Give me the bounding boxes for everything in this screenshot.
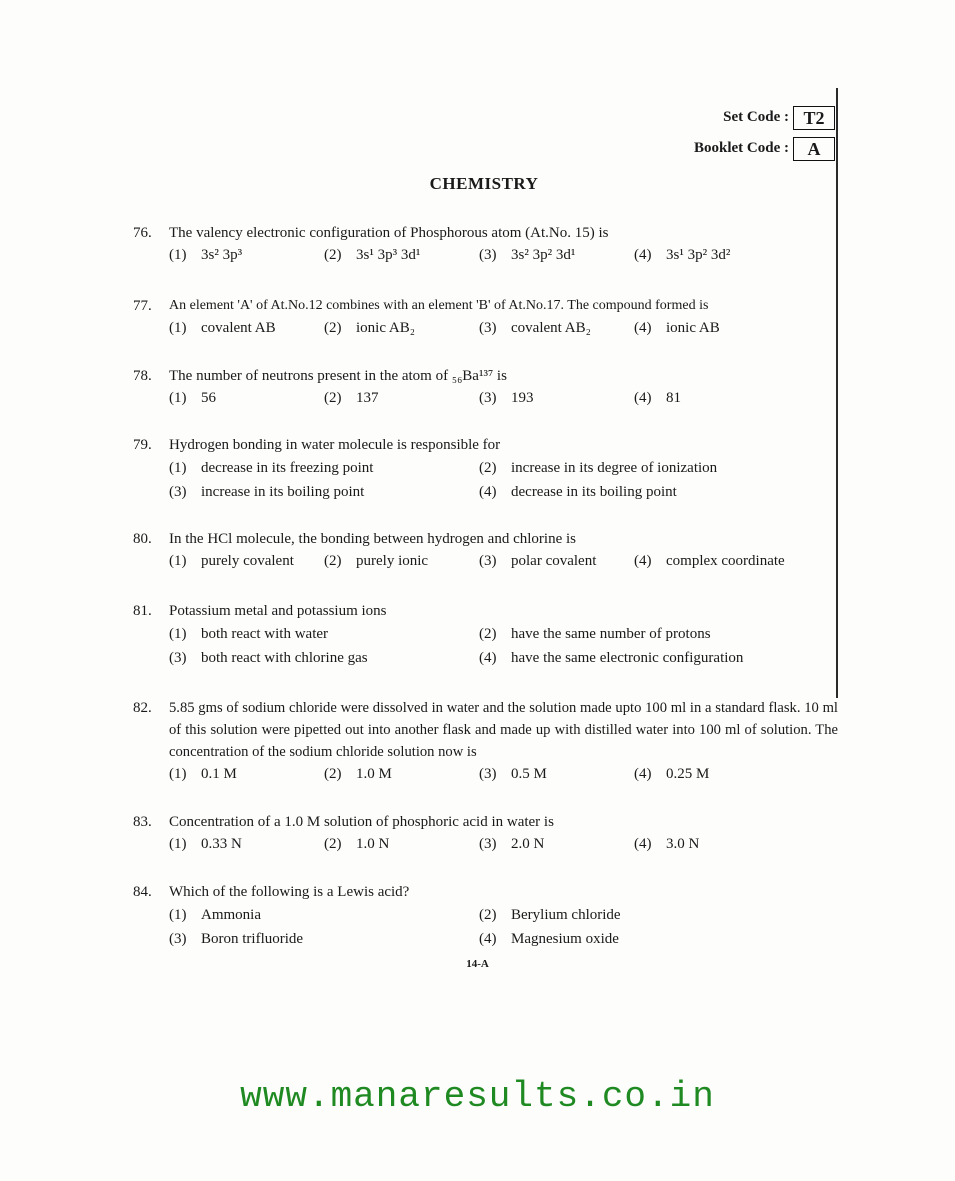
subject-title: CHEMISTRY — [429, 174, 539, 193]
options — [169, 387, 838, 409]
question-text: Which of the following is a Lewis acid? — [169, 884, 410, 900]
options — [169, 903, 838, 951]
options — [169, 456, 838, 504]
option: (2) purely ionic — [324, 553, 429, 569]
question-number: 83. — [133, 814, 152, 830]
question-text: The number of neutrons present in the atom of ₅₆Ba¹³⁷ is — [169, 368, 507, 384]
question-78 — [133, 365, 838, 409]
question-number: 81. — [133, 603, 152, 619]
question-number: 78. — [133, 368, 152, 384]
question-84 — [133, 881, 838, 951]
option: (2) 1.0 N — [324, 836, 390, 852]
question-text: Potassium metal and potassium ions — [169, 603, 387, 619]
option: (2) 1.0 M — [324, 766, 392, 782]
website-watermark[interactable]: www.manaresults.co.in — [240, 1076, 715, 1117]
question-83 — [133, 811, 838, 855]
option: (4) 0.25 M — [634, 766, 710, 782]
set-code-box: T2 — [793, 106, 835, 130]
option: (2) Berylium chloride — [479, 907, 621, 923]
option: (1) decrease in its freezing point — [169, 460, 374, 476]
option: (3) covalent AB₂ — [479, 320, 591, 336]
booklet-code-label: Booklet Code : — [694, 140, 789, 156]
option: (4) have the same electronic configuration — [479, 650, 744, 666]
question-number: 77. — [133, 298, 152, 314]
option: (1) 0.1 M — [169, 766, 237, 782]
option: (3) 3s² 3p² 3d¹ — [479, 247, 576, 263]
option: (2) 137 — [324, 390, 379, 406]
option: (2) have the same number of protons — [479, 626, 711, 642]
question-text: 5.85 gms of sodium chloride were dissolved in water and the solution made upto 100 ml in a standard flask. 10 ml of this solution were pipetted out into another flask and made up with distilled water into 100 ml of solution. The concentration of the sodium chloride solution now is — [169, 700, 838, 760]
question-80 — [133, 528, 838, 572]
option: (4) Magnesium oxide — [479, 931, 619, 947]
option: (3) both react with chlorine gas — [169, 650, 368, 666]
option: (4) decrease in its boiling point — [479, 484, 677, 500]
question-number: 76. — [133, 225, 152, 241]
option: (1) 56 — [169, 390, 216, 406]
option: (3) 0.5 M — [479, 766, 547, 782]
option: (1) both react with water — [169, 626, 329, 642]
question-79 — [133, 434, 838, 504]
option: (4) 3s¹ 3p² 3d² — [634, 247, 731, 263]
option: (3) polar covalent — [479, 553, 597, 569]
options — [169, 317, 838, 339]
option: (4) 81 — [634, 390, 681, 406]
option: (1) purely covalent — [169, 553, 294, 569]
options — [169, 244, 838, 266]
question-number: 84. — [133, 884, 152, 900]
question-76 — [133, 222, 838, 266]
question-77 — [133, 295, 838, 339]
question-82 — [133, 697, 838, 785]
option: (1) Ammonia — [169, 907, 261, 923]
question-number: 80. — [133, 531, 152, 547]
option: (3) 193 — [479, 390, 534, 406]
question-text: Concentration of a 1.0 M solution of phosphoric acid in water is — [169, 814, 554, 830]
question-text: The valency electronic configuration of Phosphorous atom (At.No. 15) is — [169, 225, 609, 241]
set-code-label: Set Code : — [723, 109, 789, 125]
option: (2) increase in its degree of ionization — [479, 460, 718, 476]
question-81 — [133, 600, 838, 670]
booklet-code-box: A — [793, 137, 835, 161]
question-number: 79. — [133, 437, 152, 453]
question-text: Hydrogen bonding in water molecule is responsible for — [169, 437, 501, 453]
page-code: 14-A — [466, 958, 489, 970]
option: (4) ionic AB — [634, 320, 720, 336]
booklet-code-row — [694, 135, 835, 162]
option: (1) 3s² 3p³ — [169, 247, 243, 263]
set-code-row — [694, 104, 835, 131]
code-block — [694, 104, 835, 166]
question-number: 82. — [133, 700, 152, 716]
option: (2) 3s¹ 3p³ 3d¹ — [324, 247, 421, 263]
options — [169, 833, 838, 855]
question-text: In the HCl molecule, the bonding between hydrogen and chlorine is — [169, 531, 576, 547]
options — [169, 622, 838, 670]
option: (4) complex coordinate — [634, 553, 785, 569]
option: (3) 2.0 N — [479, 836, 545, 852]
option: (1) 0.33 N — [169, 836, 242, 852]
question-text: An element 'A' of At.No.12 combines with an element 'B' of At.No.17. The compound formed is — [169, 298, 709, 313]
option: (4) 3.0 N — [634, 836, 700, 852]
option: (3) increase in its boiling point — [169, 484, 365, 500]
options — [169, 550, 838, 572]
options — [169, 763, 838, 785]
option: (3) Boron trifluoride — [169, 931, 304, 947]
option: (2) ionic AB₂ — [324, 320, 415, 336]
option: (1) covalent AB — [169, 320, 276, 336]
